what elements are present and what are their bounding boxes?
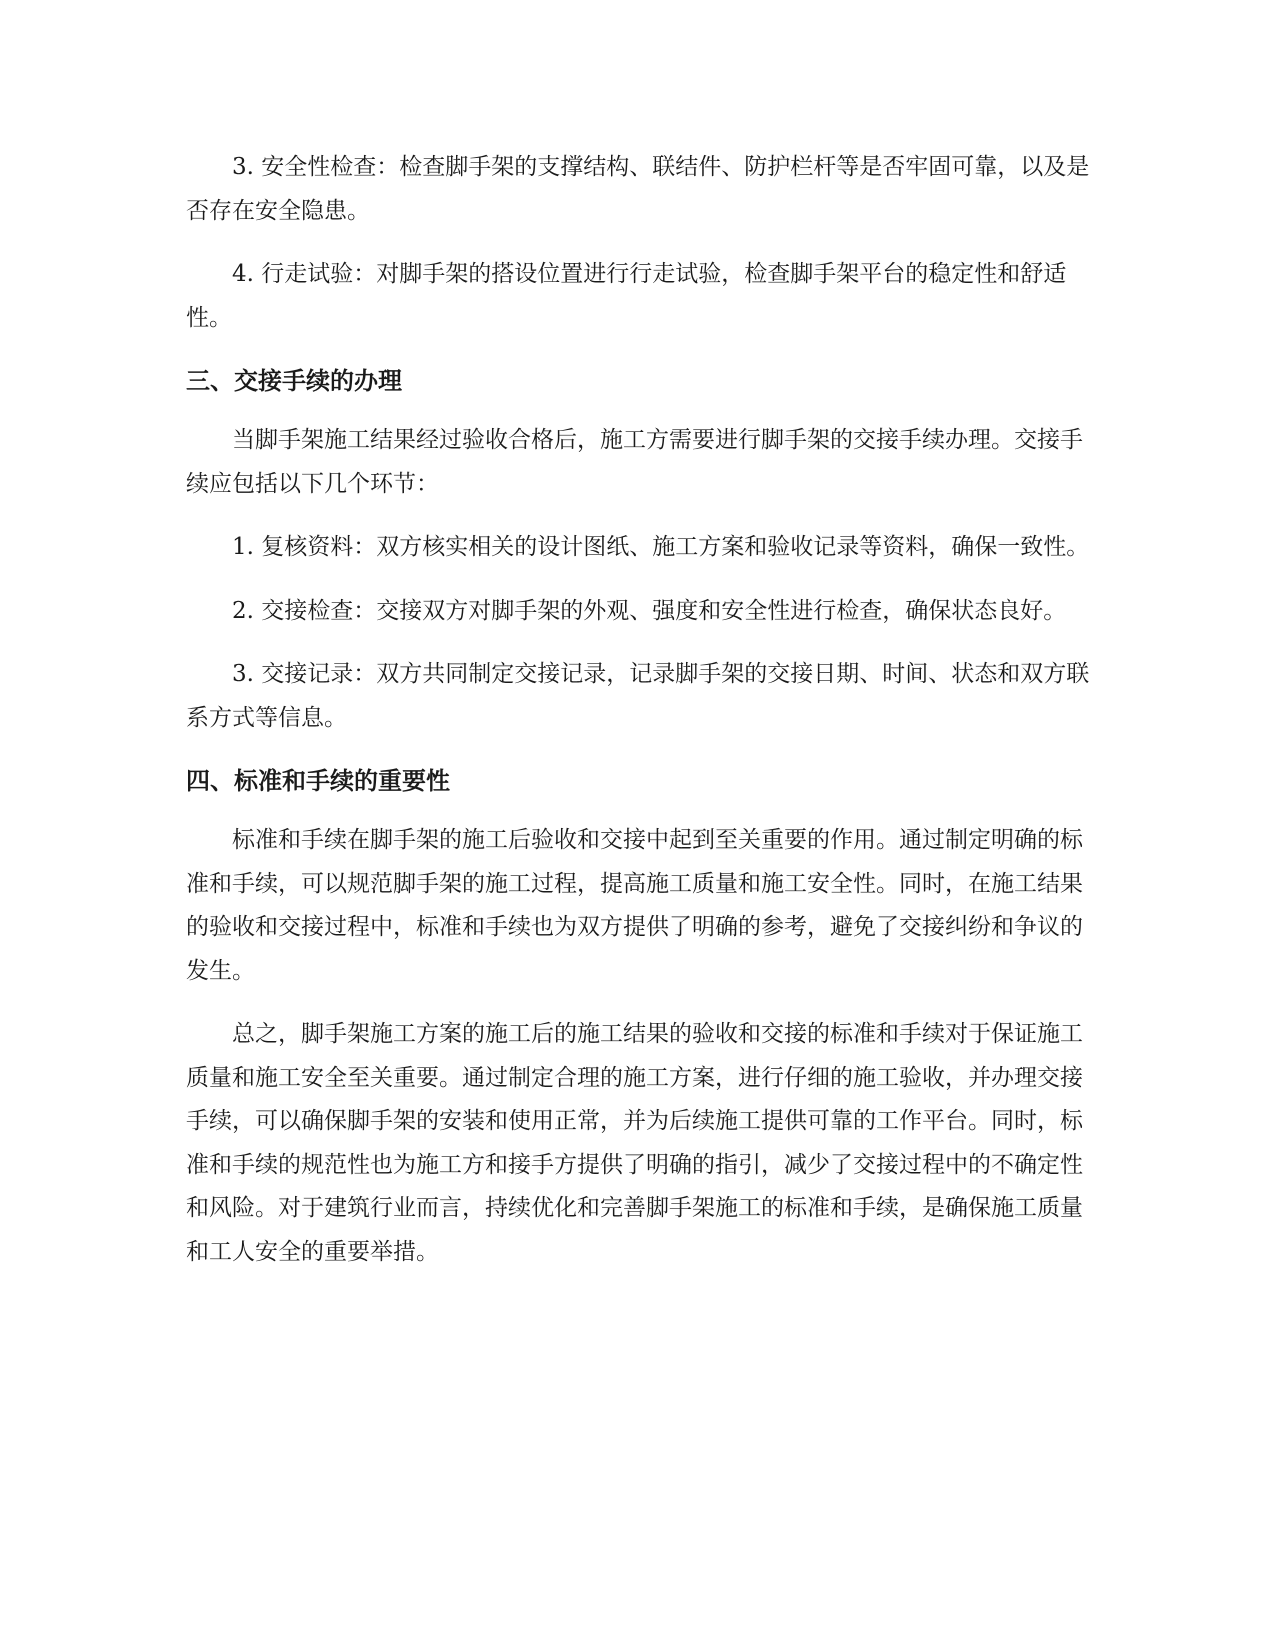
document-page [186,146,1096,1294]
item-review-documents: 1. 复核资料：双方核实相关的设计图纸、施工方案和验收记录等资料，确保一致性。 [232,534,1090,560]
item-safety-check: 3. 安全性检查：检查脚手架的支撑结构、联结件、防护栏杆等是否牢固可靠，以及是否存在安全隐患。 [186,154,1090,224]
item-handover-inspection: 2. 交接检查：交接双方对脚手架的外观、强度和安全性进行检查，确保状态良好。 [232,597,1067,624]
conclusion-paragraph: 总之，脚手架施工方案的施工后的施工结果的验收和交接的标准和手续对于保证施工质量和施工安全至关重要。通过制定合理的施工方案，进行仔细的施工验收，并办理交接手续，可以确保脚手架的安装和使用正常，并为后续施工提供可靠的工作平台。同时，标准和手续的规范性也为施工方和接手方提供了明确的指引，减少了交接过程中的不确定性和风险。对于建筑行业而言，持续优化和完善脚手架施工的标准和手续，是确保施工质量和工人安全的重要举措。 [186,1021,1083,1265]
section-heading-handover: 三、交接手续的办理 [186,367,402,395]
handover-intro: 当脚手架施工结果经过验收合格后，施工方需要进行脚手架的交接手续办理。交接手续应包括以下几个环节： [186,427,1083,497]
importance-paragraph: 标准和手续在脚手架的施工后验收和交接中起到至关重要的作用。通过制定明确的标准和手续，可以规范脚手架的施工过程，提高施工质量和施工安全性。同时，在施工结果的验收和交接过程中，标准和手续也为双方提供了明确的参考，避免了交接纠纷和争议的发生。 [186,827,1083,984]
section-heading-importance: 四、标准和手续的重要性 [186,767,450,795]
item-walking-test: 4. 行走试验：对脚手架的搭设位置进行行走试验，检查脚手架平台的稳定性和舒适性。 [186,261,1067,331]
item-handover-record: 3. 交接记录：双方共同制定交接记录，记录脚手架的交接日期、时间、状态和双方联系方式等信息。 [186,661,1090,731]
